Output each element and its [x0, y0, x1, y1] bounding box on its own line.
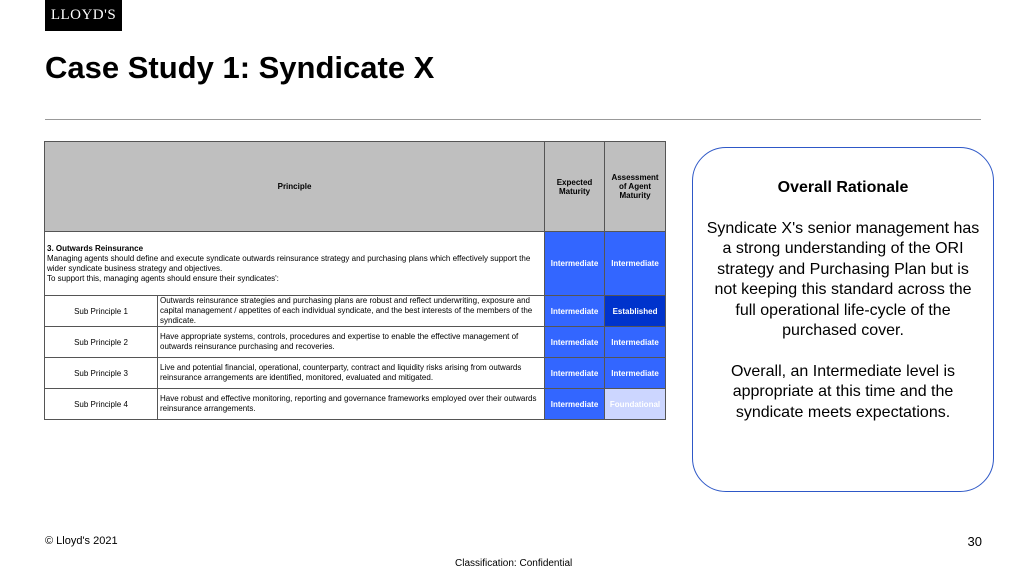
assessment-maturity-cell: Established	[605, 296, 666, 327]
assessment-maturity-cell: Intermediate	[605, 327, 666, 358]
header-principle: Principle	[45, 142, 545, 232]
main-principle-heading: 3. Outwards Reinsurance	[47, 243, 144, 253]
overall-rationale-box	[692, 147, 994, 492]
expected-maturity-cell: Intermediate	[545, 296, 605, 327]
sub-principle-name: Sub Principle 2	[45, 327, 158, 358]
rationale-heading: Overall Rationale	[777, 179, 909, 196]
sub-principle-description: Outwards reinsurance strategies and purchasing plans are robust and reflect underwriting, exposure and capital management / appetites of each individual syndicate, and the best interests of the members of the syndicate.	[158, 296, 545, 327]
header-assessment-maturity: Assessment of Agent Maturity	[605, 142, 666, 232]
assessment-maturity-cell: Intermediate	[605, 358, 666, 389]
sub-principle-description: Have robust and effective monitoring, reporting and governance frameworks employed over their outwards reinsurance arrangements.	[158, 389, 545, 420]
table-row	[45, 358, 666, 389]
table-row	[45, 327, 666, 358]
rationale-paragraph-1: Syndicate X's senior management has a strong understanding of the ORI strategy and Purchasing Plan but is not keeping this standard across the full operational life-cycle of the purchased cover.	[706, 219, 980, 339]
table-header-row	[45, 142, 666, 232]
sub-principle-description: Have appropriate systems, controls, procedures and expertise to enable the effective management of outwards reinsurance purchasing and recoveries.	[158, 327, 545, 358]
sub-principle-name: Sub Principle 3	[45, 358, 158, 389]
main-expected-maturity: Intermediate	[545, 232, 605, 296]
main-principle-line2: To support this, managing agents should ensure their syndicates':	[47, 273, 279, 283]
lloyds-logo: LLOYD'S	[45, 0, 122, 31]
sub-principle-description: Live and potential financial, operational, counterparty, contract and liquidity risks arising from outwards reinsurance arrangements are identified, monitored, evaluated and mitigated.	[158, 358, 545, 389]
header-expected-maturity: Expected Maturity	[545, 142, 605, 232]
main-assessment-maturity: Intermediate	[605, 232, 666, 296]
sub-principle-name: Sub Principle 4	[45, 389, 158, 420]
page-title: Case Study 1: Syndicate X	[45, 50, 435, 85]
expected-maturity-cell: Intermediate	[545, 358, 605, 389]
table-row	[45, 389, 666, 420]
main-principle-cell	[45, 232, 545, 296]
table-row-main-principle	[45, 232, 666, 296]
classification-label: Classification: Confidential	[455, 558, 573, 569]
assessment-maturity-cell: Foundational	[605, 389, 666, 420]
page-number: 30	[967, 534, 982, 549]
table-row	[45, 296, 666, 327]
main-principle-line1: Managing agents should define and execute syndicate outwards reinsurance strategy and purchasing plans which effectively support the wider syndicate business strategy and objectives.	[47, 253, 531, 273]
sub-principle-name: Sub Principle 1	[45, 296, 158, 327]
expected-maturity-cell: Intermediate	[545, 389, 605, 420]
title-divider	[45, 119, 981, 120]
rationale-paragraph-2: Overall, an Intermediate level is appropriate at this time and the syndicate meets expectations.	[730, 362, 956, 421]
expected-maturity-cell: Intermediate	[545, 327, 605, 358]
principles-table	[44, 141, 666, 420]
copyright-text: © Lloyd's 2021	[45, 535, 118, 547]
